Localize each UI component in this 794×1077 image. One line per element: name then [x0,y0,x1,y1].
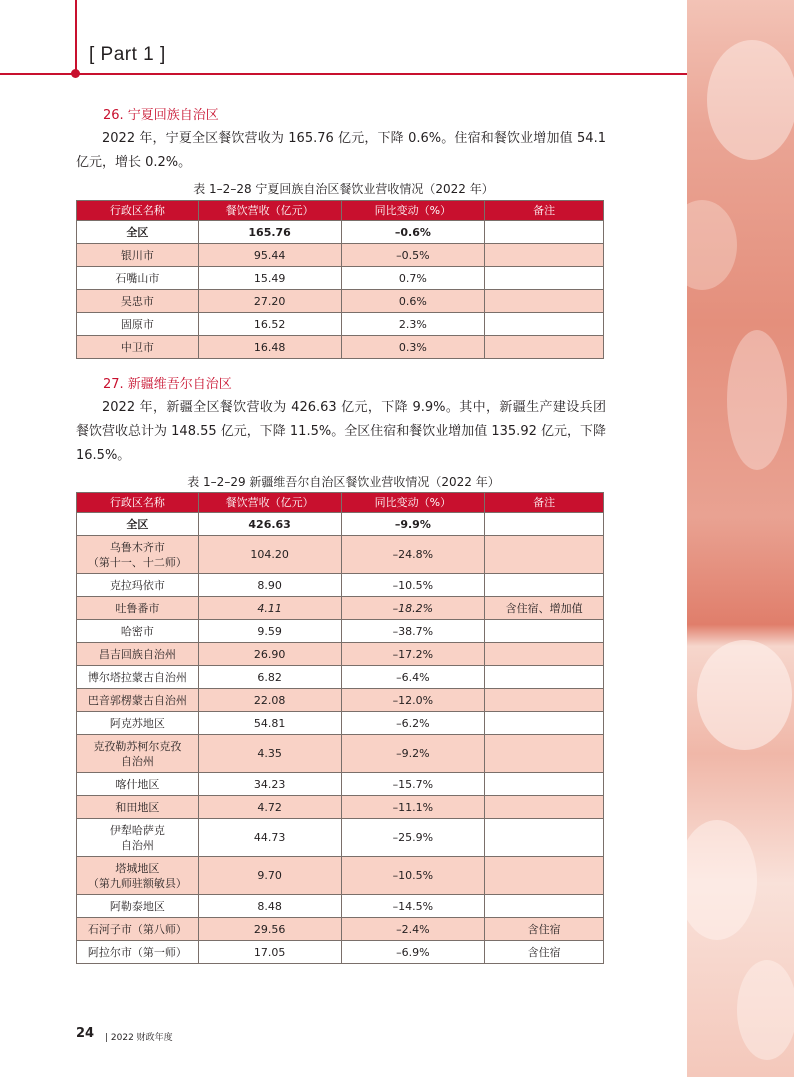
cell-name: 巴音郭楞蒙古自治州 [77,689,199,712]
cell-name: 伊犁哈萨克 自治州 [77,819,199,857]
table-row [77,735,604,773]
table-row [77,895,604,918]
cell-change: –15.7% [341,773,485,796]
cell-note [485,290,604,313]
part-label: [ Part 1 ] [89,44,166,65]
cell-note [485,735,604,773]
cell-change: –10.5% [341,857,485,895]
cell-change: 0.6% [341,290,485,313]
table-1-2-29 [76,492,604,964]
cell-change: –0.5% [341,244,485,267]
cell-name: 固原市 [77,313,199,336]
cell-change: –14.5% [341,895,485,918]
cell-revenue: 4.72 [198,796,341,819]
table-1-2-28 [76,200,604,359]
cell-change: –6.2% [341,712,485,735]
header-rule-dot [71,69,80,78]
cell-name: 吴忠市 [77,290,199,313]
cell-change: –11.1% [341,796,485,819]
table-row [77,597,604,620]
cell-revenue: 17.05 [198,941,341,964]
cell-note [485,620,604,643]
table-row [77,918,604,941]
cell-revenue: 16.48 [198,336,341,359]
table-row [77,513,604,536]
cell-name: 博尔塔拉蒙古自治州 [77,666,199,689]
cell-note [485,796,604,819]
cell-note [485,244,604,267]
cell-revenue: 44.73 [198,819,341,857]
cell-change: –38.7% [341,620,485,643]
column-header: 餐饮营收（亿元） [198,493,341,513]
cell-change: 2.3% [341,313,485,336]
cell-revenue: 9.70 [198,857,341,895]
cell-name: 克拉玛依市 [77,574,199,597]
cell-change: –6.4% [341,666,485,689]
cell-note: 含住宿、增加值 [485,597,604,620]
cell-note [485,643,604,666]
table-row [77,244,604,267]
cell-name: 银川市 [77,244,199,267]
cell-revenue: 34.23 [198,773,341,796]
column-header: 餐饮营收（亿元） [198,201,341,221]
cell-change: 0.3% [341,336,485,359]
cell-change: –18.2% [341,597,485,620]
cell-note [485,819,604,857]
cell-name: 石嘴山市 [77,267,199,290]
cell-note: 含住宿 [485,941,604,964]
cell-note [485,895,604,918]
cell-revenue: 27.20 [198,290,341,313]
cell-name: 乌鲁木齐市 （第十一、十二师） [77,536,199,574]
cell-note: 含住宿 [485,918,604,941]
cell-change: –6.9% [341,941,485,964]
cell-revenue: 9.59 [198,620,341,643]
cell-revenue: 54.81 [198,712,341,735]
table-row [77,620,604,643]
cell-name: 全区 [77,221,199,244]
cell-revenue: 95.44 [198,244,341,267]
column-header: 备注 [485,201,604,221]
cell-name: 全区 [77,513,199,536]
table-row [77,666,604,689]
cell-note [485,221,604,244]
table-row [77,267,604,290]
cell-name: 阿拉尔市（第一师） [77,941,199,964]
page-number: 24 [76,1026,95,1041]
cell-revenue: 165.76 [198,221,341,244]
table-row [77,941,604,964]
column-header: 同比变动（%） [341,493,485,513]
cell-name: 昌吉回族自治州 [77,643,199,666]
cell-change: –9.2% [341,735,485,773]
cell-revenue: 29.56 [198,918,341,941]
cell-revenue: 8.90 [198,574,341,597]
cell-change: –24.8% [341,536,485,574]
cell-change: –10.5% [341,574,485,597]
cell-note [485,336,604,359]
cell-note [485,267,604,290]
cell-name: 喀什地区 [77,773,199,796]
cell-change: –0.6% [341,221,485,244]
cell-change: –12.0% [341,689,485,712]
table-row [77,313,604,336]
cell-revenue: 8.48 [198,895,341,918]
cell-note [485,536,604,574]
table-row [77,643,604,666]
cell-name: 吐鲁番市 [77,597,199,620]
header-horizontal-rule [0,73,687,75]
table-1-2-29-caption: 表 1–2–29 新疆维吾尔自治区餐饮业营收情况（2022 年） [187,475,500,489]
section-27-paragraph: 2022 年，新疆全区餐饮营收为 426.63 亿元，下降 9.9%。其中，新疆生产建设兵团餐饮营收总计为 148.55 亿元，下降 11.5%。全区住宿和餐饮业增加值 135.92 亿元，下降 16.5%。 [76,400,606,463]
cell-name: 中卫市 [77,336,199,359]
cell-note [485,689,604,712]
column-header: 同比变动（%） [341,201,485,221]
table-row [77,290,604,313]
column-header: 行政区名称 [77,493,199,513]
section-26-heading: 26. 宁夏回族自治区 [103,108,219,123]
cell-note [485,857,604,895]
cell-revenue: 22.08 [198,689,341,712]
cell-note [485,712,604,735]
cell-revenue: 15.49 [198,267,341,290]
table-row [77,221,604,244]
table-row [77,857,604,895]
cell-note [485,513,604,536]
section-27-heading: 27. 新疆维吾尔自治区 [103,377,232,392]
cell-name: 阿克苏地区 [77,712,199,735]
table-row [77,574,604,597]
cell-note [485,666,604,689]
cell-revenue: 16.52 [198,313,341,336]
cell-change: –9.9% [341,513,485,536]
cell-note [485,773,604,796]
section-26-paragraph: 2022 年，宁夏全区餐饮营收为 165.76 亿元，下降 0.6%。住宿和餐饮业增加值 54.1 亿元，增长 0.2%。 [76,131,606,170]
cell-revenue: 6.82 [198,666,341,689]
cell-name: 哈密市 [77,620,199,643]
cell-name: 和田地区 [77,796,199,819]
table-row [77,796,604,819]
table-row [77,536,604,574]
cell-change: –25.9% [341,819,485,857]
cell-change: 0.7% [341,267,485,290]
cell-name: 阿勒泰地区 [77,895,199,918]
cell-name: 塔城地区 （第九师驻额敏县） [77,857,199,895]
cell-note [485,574,604,597]
column-header: 行政区名称 [77,201,199,221]
column-header: 备注 [485,493,604,513]
decorative-side-image [687,0,794,1077]
cell-revenue: 4.11 [198,597,341,620]
table-row [77,336,604,359]
table-row [77,819,604,857]
cell-revenue: 26.90 [198,643,341,666]
cell-change: –17.2% [341,643,485,666]
table-1-2-28-caption: 表 1–2–28 宁夏回族自治区餐饮业营收情况（2022 年） [193,182,494,196]
cell-note [485,313,604,336]
cell-change: –2.4% [341,918,485,941]
cell-name: 石河子市（第八师） [77,918,199,941]
cell-revenue: 426.63 [198,513,341,536]
table-row [77,712,604,735]
table-row [77,773,604,796]
cell-revenue: 4.35 [198,735,341,773]
table-row [77,689,604,712]
header-vertical-rule [75,0,77,74]
cell-name: 克孜勒苏柯尔克孜 自治州 [77,735,199,773]
cell-revenue: 104.20 [198,536,341,574]
publication-title: | 2022 财政年度 [105,1033,173,1043]
